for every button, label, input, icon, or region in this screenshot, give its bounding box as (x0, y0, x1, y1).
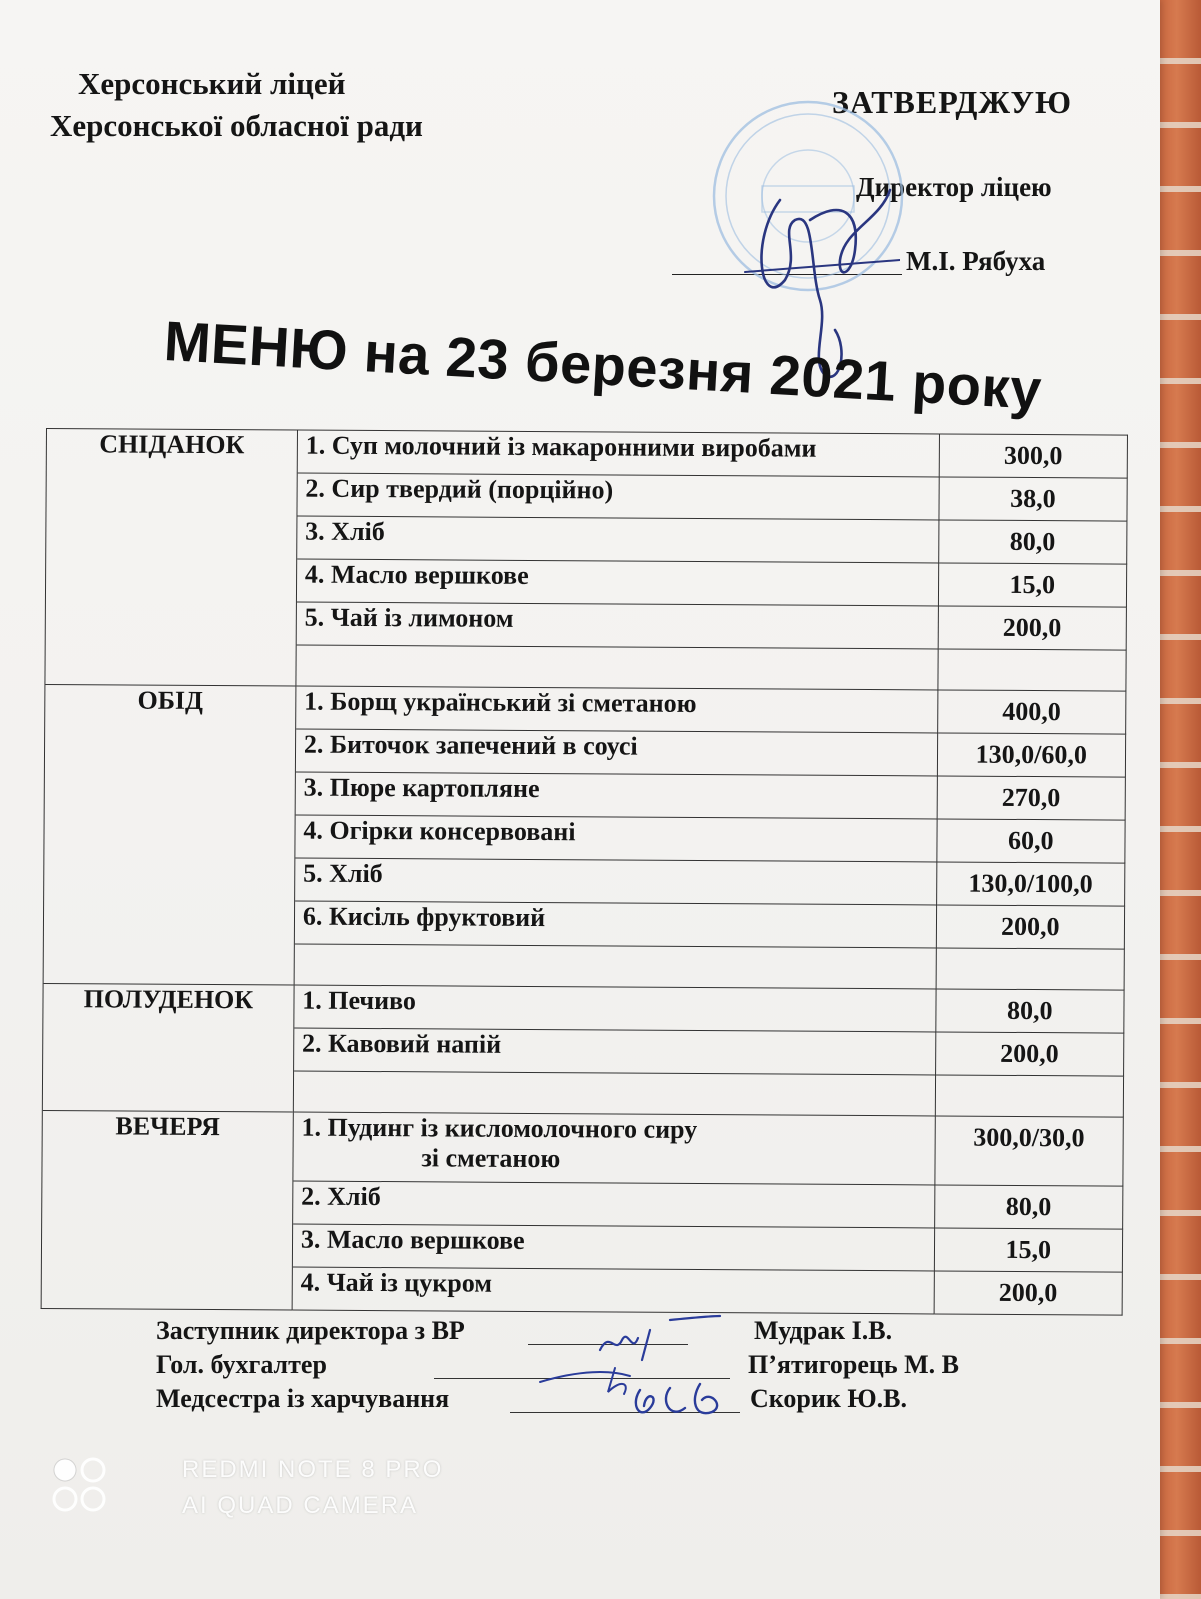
dish-quantity: 130,0/100,0 (936, 862, 1125, 906)
dish-quantity: 80,0 (935, 989, 1124, 1033)
dish-name: 1. Суп молочний із макаронними виробами (297, 430, 939, 477)
dish-quantity: 80,0 (938, 520, 1127, 564)
meal-label-dinner: ВЕЧЕРЯ (42, 1110, 293, 1181)
dish-quantity: 60,0 (936, 819, 1125, 863)
dish-name: 3. Пюре картопляне (295, 772, 937, 819)
table-row-spacer (42, 1069, 1123, 1117)
table-row-spacer (43, 942, 1124, 990)
signatory-role: Медсестра із харчування (156, 1384, 450, 1413)
dish-quantity: 80,0 (934, 1185, 1123, 1229)
organization-line-2: Херсонської обласної ради (50, 108, 423, 143)
meal-cell-empty (44, 727, 295, 772)
approval-heading: ЗАТВЕРДЖУЮ (832, 84, 1073, 120)
table-row (43, 983, 1124, 1033)
meal-cell-empty (43, 899, 294, 944)
dish-name: 6. Кисіль фруктовий (294, 901, 936, 948)
brick-wall-background (1157, 0, 1201, 1599)
qty-cell-empty (936, 948, 1125, 990)
dish-name: 5. Чай із лимоном (296, 602, 938, 649)
dish-name: 4. Чай із цукром (292, 1267, 934, 1314)
table-row (44, 727, 1125, 777)
signatory-name: Скорик Ю.В. (750, 1384, 907, 1413)
dish-name-line2: зі сметаною (421, 1143, 561, 1174)
meal-cell-empty (41, 1222, 292, 1267)
camera-watermark (50, 1456, 444, 1521)
table-row (45, 684, 1126, 734)
meal-cell-empty (45, 600, 296, 645)
table-row (46, 515, 1127, 565)
organization-line-1: Херсонський ліцей (78, 66, 346, 101)
dish-name: 4. Огірки консервовані (295, 815, 937, 862)
signatory-name: Мудрак І.В. (754, 1316, 893, 1345)
dish-name: 2. Кавовий напій (293, 1028, 935, 1075)
table-row (42, 1110, 1123, 1186)
dish-cell-empty (293, 1071, 935, 1116)
meal-label-lunch: ОБІД (45, 684, 296, 729)
dish-name (293, 1112, 935, 1185)
dish-quantity: 300,0/30,0 (934, 1116, 1123, 1186)
watermark-line-2: AI QUAD CAMERA (182, 1492, 419, 1519)
meal-cell-empty (42, 1069, 293, 1112)
table-row (44, 813, 1125, 863)
dish-name: 3. Хліб (297, 516, 939, 563)
dish-name: 2. Биточок запечений в соусі (295, 729, 937, 776)
menu-table (41, 428, 1128, 1316)
dish-quantity: 38,0 (939, 477, 1128, 521)
dish-cell-empty (296, 645, 938, 690)
meal-label-snack: ПОЛУДЕНОК (43, 983, 294, 1028)
handwritten-signatures (520, 1310, 750, 1430)
dish-quantity: 200,0 (938, 606, 1127, 650)
dish-quantity: 130,0/60,0 (937, 733, 1126, 777)
dish-quantity: 400,0 (937, 690, 1126, 734)
table-row (43, 1026, 1124, 1076)
table-row (46, 429, 1127, 479)
director-name: М.І. Рябуха (906, 246, 1046, 276)
dish-name-line1: 1. Пудинг із кисломолочного сиру (301, 1112, 698, 1144)
dish-quantity: 200,0 (934, 1271, 1123, 1315)
table-row (42, 1179, 1123, 1229)
table-row (43, 899, 1124, 949)
dish-quantity: 300,0 (939, 434, 1128, 478)
dish-name: 4. Масло вершкове (296, 559, 938, 606)
signatory-role: Заступник директора з ВР (156, 1316, 465, 1345)
dish-quantity: 270,0 (937, 776, 1126, 820)
meal-cell-empty (44, 770, 295, 815)
meal-cell-empty (46, 472, 297, 517)
dish-quantity: 200,0 (935, 1032, 1124, 1076)
watermark-line-1: REDMI NOTE 8 PRO (182, 1456, 444, 1483)
signatory-name: П’ятигорець М. В (748, 1350, 959, 1379)
meal-label-breakfast: СНІДАНОК (46, 429, 297, 474)
dish-cell-empty (294, 944, 936, 989)
dish-name: 3. Масло вершкове (292, 1224, 934, 1271)
qty-cell-empty (937, 649, 1126, 691)
meal-cell-empty (43, 942, 294, 985)
table-row (41, 1222, 1122, 1272)
table-row (44, 770, 1125, 820)
meal-cell-empty (46, 515, 297, 560)
meal-cell-empty (44, 856, 295, 901)
dish-name: 1. Печиво (294, 985, 936, 1032)
dish-name: 2. Хліб (292, 1181, 934, 1228)
meal-cell-empty (41, 1265, 292, 1310)
dish-name: 5. Хліб (294, 858, 936, 905)
signatory-role: Гол. бухгалтер (156, 1350, 327, 1379)
table-row-spacer (45, 643, 1126, 691)
table-row (45, 558, 1126, 608)
table-row (45, 600, 1126, 650)
table-row (44, 856, 1125, 906)
meal-cell-empty (45, 643, 296, 686)
meal-cell-empty (45, 558, 296, 603)
table-row (41, 1265, 1122, 1315)
meal-cell-empty (43, 1026, 294, 1071)
director-title: Директор ліцею (856, 172, 1052, 202)
page-title: МЕНЮ на 23 березня 2021 року (162, 308, 1044, 421)
dish-quantity: 15,0 (934, 1228, 1123, 1272)
camera-logo-icon (50, 1456, 110, 1516)
qty-cell-empty (935, 1075, 1124, 1117)
table-row (46, 472, 1127, 522)
dish-quantity: 200,0 (936, 905, 1125, 949)
meal-cell-empty (42, 1179, 293, 1224)
dish-quantity: 15,0 (938, 563, 1127, 607)
dish-name: 2. Сир твердий (порційно) (297, 473, 939, 520)
dish-name: 1. Борщ український зі сметаною (296, 686, 938, 733)
meal-cell-empty (44, 813, 295, 858)
